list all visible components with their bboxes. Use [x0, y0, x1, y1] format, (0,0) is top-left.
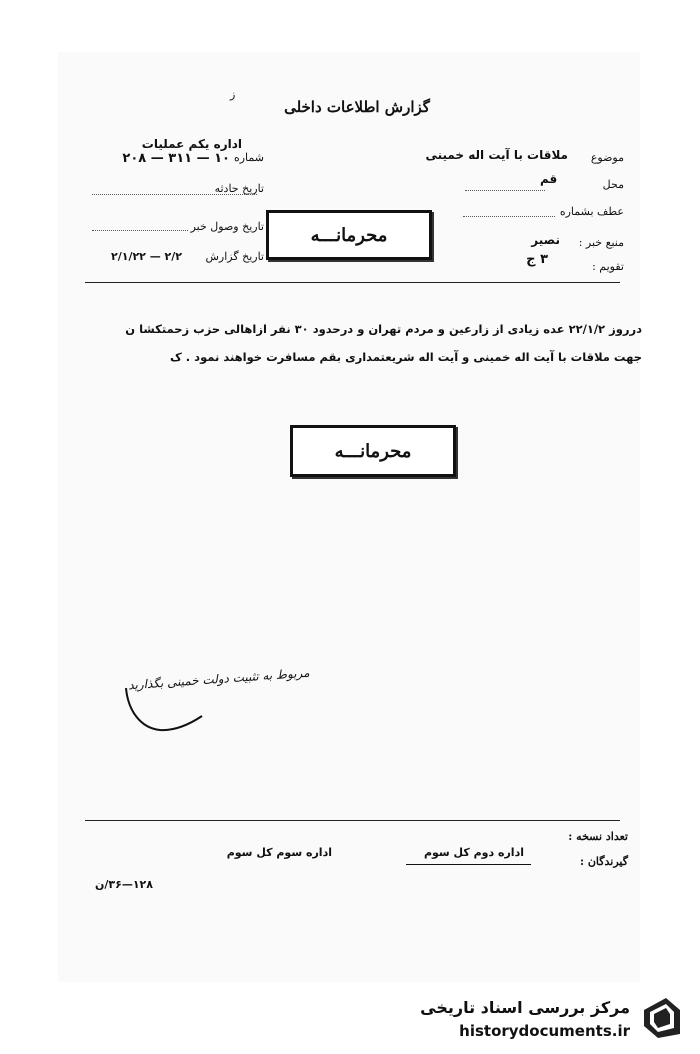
footer-divider — [85, 820, 620, 821]
subject-label: موضوع — [590, 151, 624, 164]
receipt-date-label: تاریخ وصول خبر — [190, 220, 264, 233]
source-value: نصیر — [531, 233, 560, 247]
recipient-1: اداره دوم کل سوم — [423, 846, 524, 859]
recipient-2: اداره سوم کل سوم — [226, 846, 332, 859]
number-value: ۲۰۸ — ۳۱۱ — ۱۰ — [122, 151, 230, 166]
body-line-1: درروز ۲۲/۱/۲ عده زیادی از زارعین و مردم تهران و درحدود ۳۰ نفر ازاهالی حزب زحمتکشا ن — [125, 322, 642, 336]
signature-stroke — [120, 680, 210, 740]
handwritten-note: مربوط به تثبیت دولت خمینی بگذارید — [127, 665, 311, 693]
reference-dots — [463, 206, 555, 217]
stray-mark: ﺯ — [230, 88, 236, 101]
department-name: اداره یکم عملیات — [141, 137, 242, 151]
report-title: گزارش اطلاعات داخلی — [284, 98, 430, 116]
report-date-value: ۲/۱/۲۲ — ۲/۲ — [111, 250, 182, 263]
number-label: شماره — [233, 151, 264, 164]
document-code: ۱۲۸—۳۶/ن — [95, 878, 153, 891]
evaluation-value: ۳ ج — [526, 252, 548, 267]
receipt-date-dots — [92, 220, 188, 231]
header-divider — [85, 282, 620, 283]
watermark-url: historydocuments.ir — [459, 1022, 630, 1040]
evaluation-label: تقویم : — [592, 260, 624, 273]
incident-date-dots — [92, 184, 257, 195]
copies-label: تعداد نسخه : — [568, 830, 628, 843]
subject-value: ملاقات با آیت اله خمینی — [425, 148, 568, 162]
confidential-stamp-middle — [290, 425, 456, 477]
incident-date-label: تاریخ حادثه — [214, 182, 264, 195]
report-date-label: تاریخ گزارش — [205, 250, 264, 263]
book-logo-icon — [636, 992, 686, 1042]
recipients-label: گیرندگان : — [579, 855, 628, 868]
place-value: قم — [540, 172, 558, 186]
reference-label: عطف بشماره — [559, 205, 624, 218]
body-line-2: جهت ملاقات با آیت اله خمینی و آیت اله شریعتمداری بقم مسافرت خواهند نمود . ک — [170, 350, 642, 364]
source-label: منبع خبر : — [578, 236, 624, 249]
watermark-name: مرکز بررسی اسناد تاریخی — [420, 998, 630, 1017]
stamp-text-middle: محرمانـــه — [334, 440, 412, 462]
place-dots — [465, 180, 545, 191]
stamp-text: محرمانـــه — [310, 224, 388, 246]
confidential-stamp-top — [266, 210, 432, 260]
place-label: محل — [602, 178, 624, 191]
recipient-1-underline — [406, 864, 531, 865]
